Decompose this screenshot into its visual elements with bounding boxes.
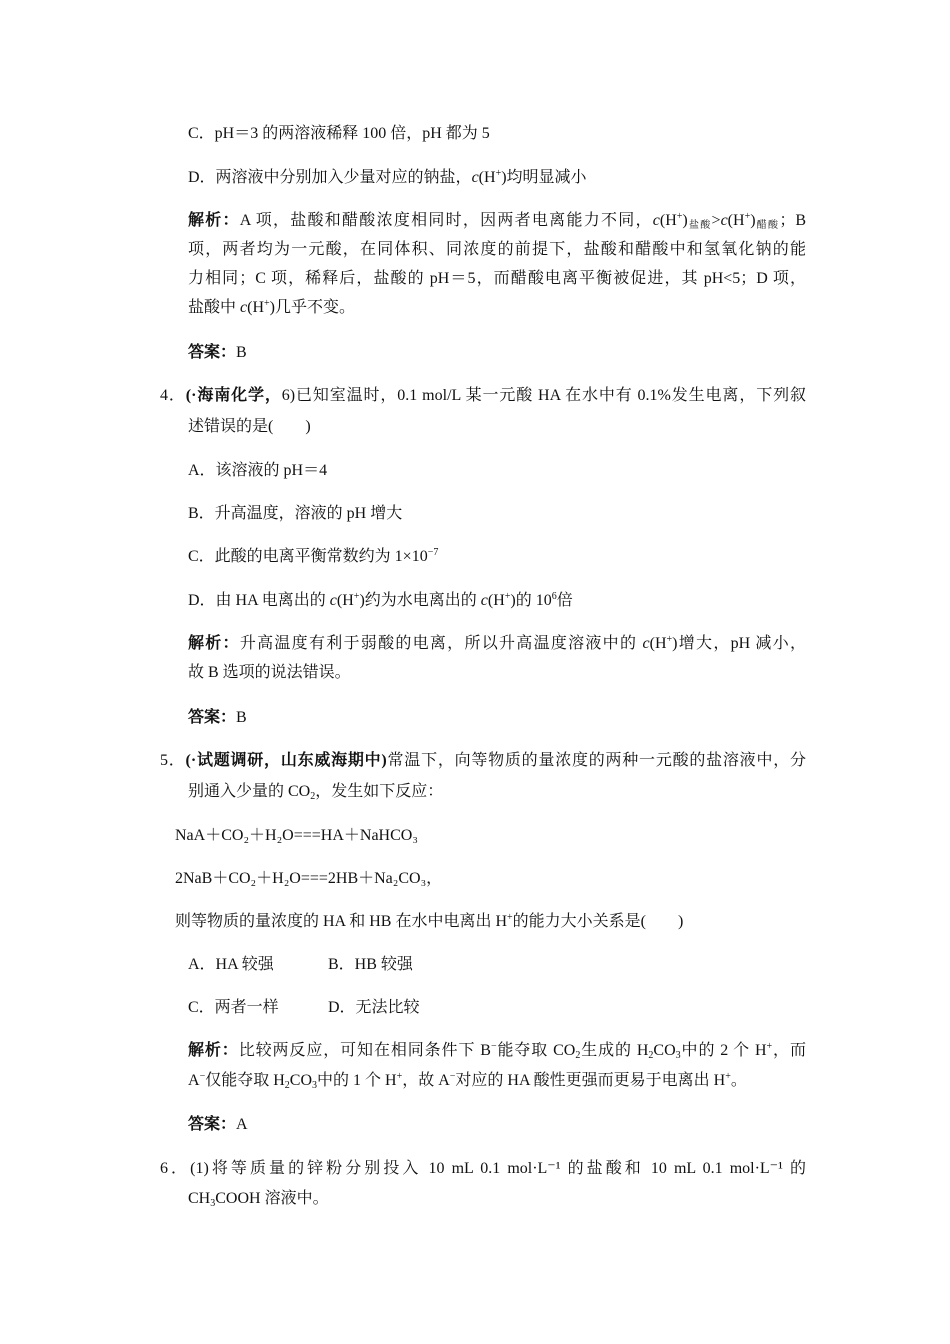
q3-option-c: C．pH＝3 的两溶液稀释 100 倍，pH 都为 5 [188, 125, 490, 142]
q5-equation-1: NaA＋CO₂＋H₂O===HA＋NaHCO₃ [175, 827, 418, 844]
q3-answer: 答案：B [188, 344, 247, 361]
q5-option-a: A．HA 较强 [188, 956, 274, 973]
q4-answer: 答案：B [188, 709, 247, 726]
q5-equation-2: 2NaB＋CO₂＋H₂O===2HB＋Na₂CO₃， [175, 870, 443, 887]
q5-stem-line-3: 则等物质的量浓度的 HA 和 HB 在水中电离出 H+的能力大小关系是( ) [175, 912, 684, 930]
q3-option-d: D．两溶液中分别加入少量对应的钠盐，c(H+)均明显减小 [188, 168, 587, 186]
q4-option-d: D．由 HA 电离出的 c(H+)约为水电离出的 c(H+)的 $10^6$倍 [188, 591, 573, 609]
q4-stem-line-2: 述错误的是( ) [188, 418, 311, 435]
q6-stem-line-1: 6．(1)将等质量的锌粉分别投入 10 mL 0.1 mol·L⁻¹ 的盐酸和 10 mL 0.1 mol·L⁻¹ 的 [160, 1160, 806, 1177]
q3-analysis-line-4: 盐酸中 c(H+)几乎不变。 [188, 298, 355, 316]
q3-analysis-line-2: 项，两者均为一元酸，在同体积、同浓度的前提下，盐酸和醋酸中和氢氧化钠的能 [188, 241, 806, 258]
q4-analysis-line-1: 解析：升高温度有利于弱酸的电离，所以升高温度溶液中的 c(H+)增大，pH 减小， [188, 634, 806, 652]
q5-option-d: D．无法比较 [328, 999, 420, 1016]
q6-stem-line-2: CH3COOH 溶液中。 [188, 1190, 329, 1209]
q3-analysis-line-1: 解析：A 项，盐酸和醋酸浓度相同时，因两者电离能力不同，c(H+)盐酸>c(H+)醋酸；B [188, 211, 807, 231]
q5-stem-line-1: 5．(·试题调研，山东威海期中)常温下，向等物质的量浓度的两种一元酸的盐溶液中，分 [160, 752, 806, 769]
q4-analysis-line-2: 故 B 选项的说法错误。 [188, 664, 351, 681]
q5-answer: 答案：A [188, 1116, 248, 1133]
q4-option-c: C．此酸的电离平衡常数约为 $1\times 10^{-7}$ [188, 547, 439, 565]
q5-option-b: B．HB 较强 [328, 956, 413, 973]
q5-analysis-line-1: 解析：比较两反应，可知在相同条件下 B−能夺取 CO2生成的 H2CO3中的 2 个 H+，而 [188, 1041, 806, 1061]
q4-option-a: A．该溶液的 pH＝4 [188, 462, 328, 479]
q4-option-b: B．升高温度，溶液的 pH 增大 [188, 505, 403, 522]
q5-analysis-line-2: A−仅能夺取 H2CO3中的 1 个 H+，故 A−对应的 HA 酸性更强而更易于电离出 H+。 [188, 1071, 747, 1091]
q5-option-c: C．两者一样 [188, 999, 279, 1016]
q4-stem-line-1: 4．(·海南化学，6)已知室温时，0.1 mol/L 某一元酸 HA 在水中有 0.1%发生电离，下列叙 [160, 387, 806, 404]
q3-analysis-line-3: 力相同；C 项，稀释后，盐酸的 pH＝5，而醋酸电离平衡被促进，其 pH<5；D 项， [188, 270, 806, 287]
q5-stem-line-2: 别通入少量的 CO2，发生如下反应： [188, 783, 444, 802]
